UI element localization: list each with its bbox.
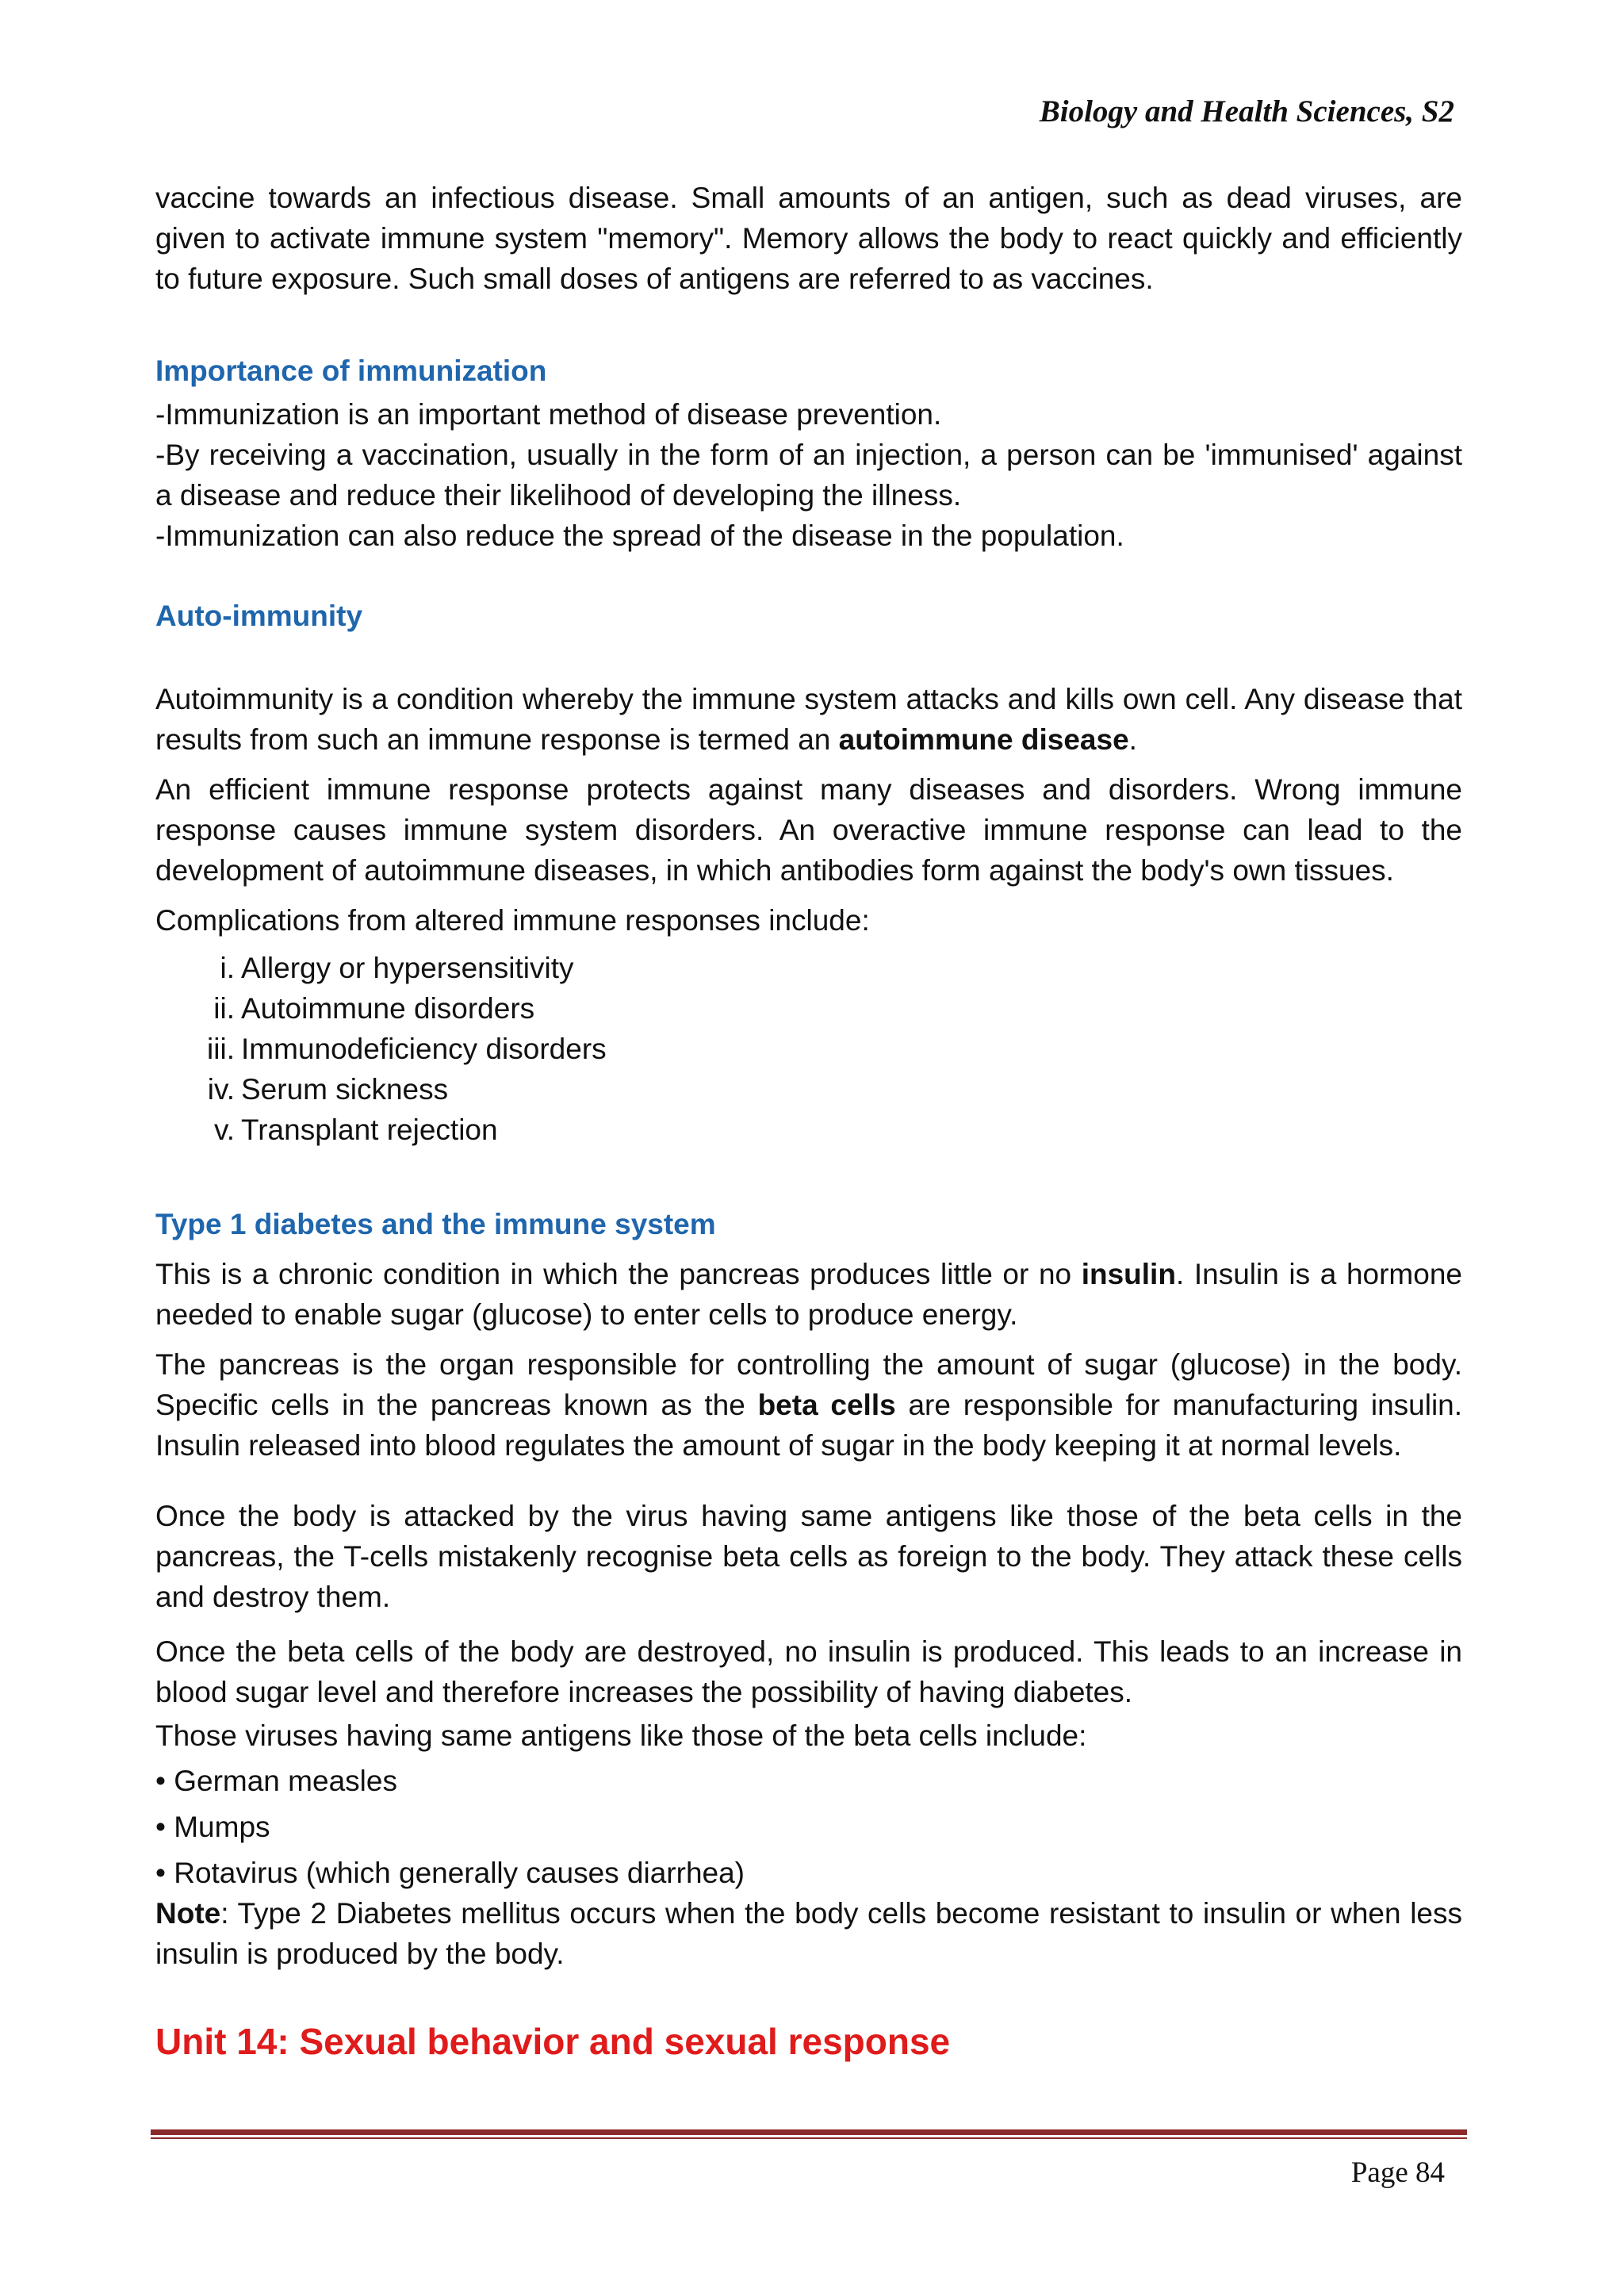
diabetes-paragraph-4: Once the beta cells of the body are destroyed, no insulin is produced. This leads to an increase in blood sugar level and therefore increases the possibility of having diabetes. [155,1635,1462,1708]
importance-line-3: -Immunization can also reduce the spread of the disease in the population. [155,519,1124,552]
unit-heading: Unit 14: Sexual behavior and sexual response [155,2021,951,2062]
viruses-list [155,1761,1462,1893]
insulin-term: insulin [1081,1258,1176,1290]
diabetes-paragraph-1: This is a chronic condition in which the pancreas produces little or no insulin. Insulin is a hormone needed to enable sugar (glucose) to enter cells to produce energy. [155,1258,1462,1331]
autoimmunity-heading: Auto-immunity [155,600,363,632]
list-item: • Rotavirus (which generally causes diarrhea) [155,1853,1462,1893]
diabetes-heading: Type 1 diabetes and the immune system [155,1208,716,1240]
diabetes-paragraph-5: Those viruses having same antigens like those of the beta cells include: [155,1719,1087,1752]
list-item: • Mumps [155,1807,1462,1847]
autoimmune-disease-term: autoimmune disease [838,723,1129,756]
diabetes-paragraph-3: Once the body is attacked by the virus having same antigens like those of the beta cells in the pancreas, the T-cells mistakenly recognise beta cells as foreign to the body. They attack these cells and destroy them. [155,1500,1462,1613]
note-label: Note [155,1897,221,1930]
autoimmunity-paragraph-2: An efficient immune response protects against many diseases and disorders. Wrong immune response causes immune system disorders. An overactive immune response can lead to the development of autoimmune diseases, in which antibodies form against the body's own tissues. [155,773,1462,887]
complications-list [155,948,1462,1150]
footer-divider [151,2129,1467,2139]
list-item: v. Transplant rejection [213,1114,498,1146]
list-item: iv. Serum sickness [207,1073,449,1106]
running-header: Biology and Health Sciences, S2 [1039,94,1454,128]
page-content [155,178,1462,2065]
autoimmunity-paragraph-1: Autoimmunity is a condition whereby the immune system attacks and kills own cell. Any disease that results from such an immune response is termed an autoimmune disease. [155,683,1462,756]
importance-heading: Importance of immunization [155,355,547,387]
importance-line-1: -Immunization is an important method of disease prevention. [155,398,942,431]
beta-cells-term: beta cells [757,1389,896,1421]
list-item: ii. Autoimmune disorders [213,992,535,1025]
list-item: i. Allergy or hypersensitivity [220,952,574,984]
note-paragraph: Note: Type 2 Diabetes mellitus occurs when the body cells become resistant to insulin or when less insulin is produced by the body. [155,1897,1462,1970]
page-number: Page 84 [1350,2156,1445,2189]
intro-paragraph: vaccine towards an infectious disease. Small amounts of an antigen, such as dead viruses, are given to activate immune system "memory". Memory allows the body to react quickly and efficiently to future exposure. Such small doses of antigens are referred to as vaccines. [155,182,1462,295]
autoimmunity-paragraph-3: Complications from altered immune responses include: [155,904,870,937]
importance-line-2: -By receiving a vaccination, usually in the form of an injection, a person can be 'immunised' against a disease and reduce their likelihood of developing the illness. [155,439,1462,512]
list-item: iii. Immunodeficiency disorders [207,1033,607,1065]
diabetes-paragraph-2: The pancreas is the organ responsible for controlling the amount of sugar (glucose) in the body. Specific cells in the pancreas known as the beta cells are responsible for manufacturing insulin. Insulin released into blood regulates the amount of sugar in the body keeping it at normal levels. [155,1348,1463,1462]
list-item: • German measles [155,1761,1462,1801]
